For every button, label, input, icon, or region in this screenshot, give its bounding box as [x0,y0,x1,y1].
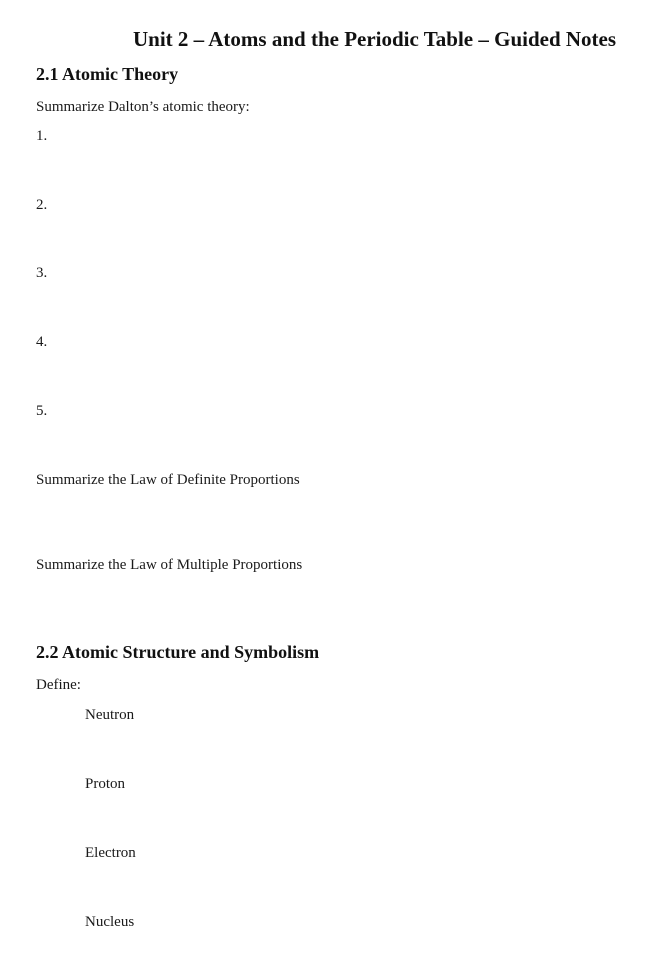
term-nucleus: Nucleus [85,914,135,930]
definite-proportions-prompt: Summarize the Law of Definite Proportions [36,472,300,488]
list-number-2: 2. [36,197,48,213]
term-proton: Proton [85,776,126,792]
section-heading-atomic-theory: 2.1 Atomic Theory [36,64,179,84]
list-number-5: 5. [36,403,48,419]
section-heading-atomic-structure: 2.2 Atomic Structure and Symbolism [36,642,320,662]
term-electron: Electron [85,845,136,861]
define-prompt: Define: [36,677,81,693]
list-number-3: 3. [36,265,48,281]
list-number-1: 1. [36,128,48,144]
dalton-prompt: Summarize Dalton’s atomic theory: [36,99,250,115]
list-number-4: 4. [36,334,48,350]
page-title: Unit 2 – Atoms and the Periodic Table – Guided Notes [133,27,617,51]
term-neutron: Neutron [85,707,135,723]
multiple-proportions-prompt: Summarize the Law of Multiple Proportions [36,557,303,573]
